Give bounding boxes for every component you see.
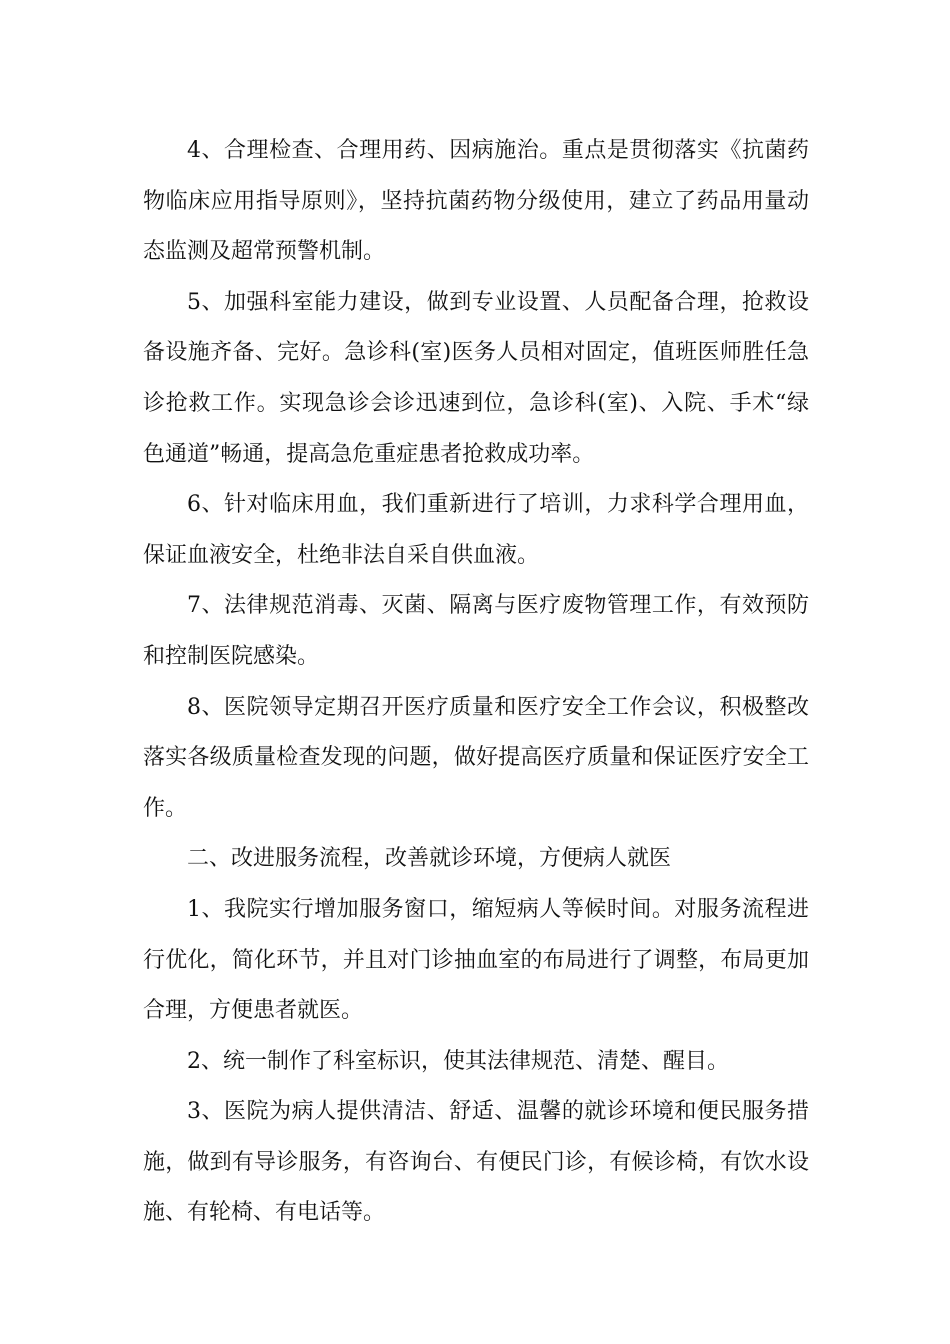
paragraph-item-7: 7、法律规范消毒、灭菌、隔离与医疗废物管理工作，有效预防和控制医院感染。 (143, 593, 809, 669)
paragraph-item-8: 8、医院领导定期召开医疗质量和医疗安全工作会议，积极整改落实各级质量检查发现的问题，做好提高医疗质量和保证医疗安全工作。 (143, 694, 809, 821)
paragraph-item-4: 4、合理检查、合理用药、因病施治。重点是贯彻落实《抗菌药物临床应用指导原则》，坚持抗菌药物分级使用，建立了药品用量动态监测及超常预警机制。 (143, 138, 809, 265)
paragraph-item-5: 5、加强科室能力建设，做到专业设置、人员配备合理，抢救设备设施齐备、完好。急诊科(室)医务人员相对固定，值班医师胜任急诊抢救工作。实现急诊会诊迅速到位，急诊科(室)、入院、手术“绿色通道”畅通，提高急危重症患者抢救成功率。 (143, 289, 809, 467)
paragraph-item-1: 1、我院实行增加服务窗口，缩短病人等候时间。对服务流程进行优化，简化环节，并且对门诊抽血室的布局进行了调整，布局更加合理，方便患者就医。 (143, 896, 809, 1024)
paragraph-item-2: 2、统一制作了科室标识，使其法律规范、清楚、醒目。 (187, 1048, 729, 1074)
paragraph-item-6: 6、针对临床用血，我们重新进行了培训，力求科学合理用血，保证血液安全，杜绝非法自采自供血液。 (143, 492, 809, 568)
document-body (143, 126, 809, 1239)
section-heading-2: 二、改进服务流程，改善就诊环境，方便病人就医 (187, 846, 672, 872)
paragraph-item-3: 3、医院为病人提供清洁、舒适、温馨的就诊环境和便民服务措施，做到有导诊服务，有咨询台、有便民门诊，有候诊椅，有饮水设施、有轮椅、有电话等。 (143, 1099, 809, 1226)
